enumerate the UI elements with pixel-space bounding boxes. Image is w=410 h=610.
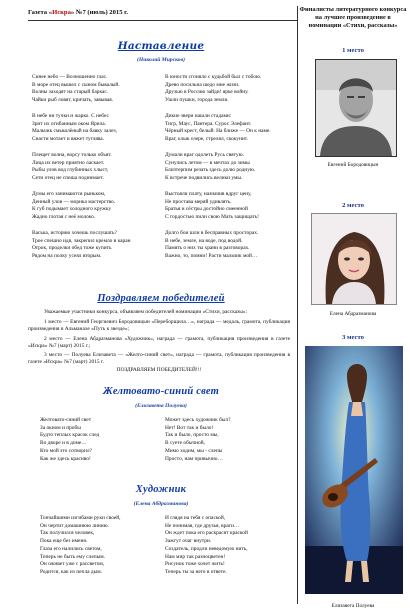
poem3-author: (Елена Абдразманова): [133, 501, 189, 507]
poem-line: Не простава меряй удивлять.: [165, 198, 232, 205]
poem-line: Может здесь художник был?: [165, 417, 231, 423]
poem-line: Во дворе и в доме…: [40, 440, 87, 447]
poem2-author: (Елизавета Полуева): [135, 403, 187, 409]
poem-line: Рисунок тоже хочет жить!: [165, 561, 225, 568]
poem-line: Лица их ветер приятно ласкает.: [32, 159, 105, 166]
poem-line: Думали враг одолеть Русь святую.: [165, 152, 244, 158]
place-2-caption: Елена Абдразманова: [329, 311, 377, 317]
header-brand: Искра: [52, 9, 71, 16]
photo-place-3: [305, 346, 403, 594]
stanza: [32, 230, 131, 261]
stanza: [165, 152, 255, 183]
poem-line: Рыбы улов вод глубинных хлыст,: [32, 167, 109, 174]
poem-line: Сунулись летом — в мечтах до зимы: [165, 159, 250, 166]
place-2-label: 2 место: [342, 202, 364, 209]
stanza: [165, 191, 259, 222]
congrats-text: [28, 309, 290, 375]
header-prefix: Газета «: [28, 9, 53, 16]
newspaper-header: [28, 9, 128, 16]
congrats-item-1: 1 место — Евгений Георгиевич Бородовицын «Переборщила…», награда — медаль, грамота, публикация произведения в Альманахе «Путь к звезде»;: [28, 319, 290, 333]
poem-line: Плещет волна, ворсу только объят.: [32, 152, 112, 158]
stanza: [32, 74, 120, 105]
header-suffix: » №7 (июль) 2015 г.: [70, 9, 129, 16]
congrats-title: Поздравляем победителей: [97, 293, 225, 304]
stanza: [165, 74, 261, 105]
stanza: [40, 515, 120, 577]
poem-line: Огрок, проделки обед тоже купить: [32, 245, 112, 252]
poem-line: Трое спешно идя, закрепил кремло в каран: [32, 237, 131, 244]
place-1-label: 1 место: [342, 47, 364, 54]
poem-line: С гордостью пили свою Мать защищать!: [165, 214, 259, 221]
poem-line: Синее небо — Возношенно глас.: [32, 74, 108, 80]
photo-place-1: [315, 59, 397, 157]
poem1-author: (Николай Мирсков): [137, 57, 185, 63]
stanza: [165, 230, 258, 261]
portrait-woman-photo: [312, 214, 396, 304]
stanza: [40, 417, 99, 463]
poem-line: К губ подымает холодного кружку: [32, 206, 112, 213]
poem-line: В небе ни тучки и жарко. С небес: [32, 113, 109, 119]
poem-line: Теперь ты за него в ответе.: [165, 568, 227, 575]
stanza: [32, 113, 117, 144]
poem2-title: Желтовато-синий свет: [103, 386, 219, 397]
poem-line: В небе, земле, на воде, под водой.: [165, 237, 243, 244]
poem-line: Глаза его налились светом,: [40, 545, 102, 552]
place-3-label: 3 место: [342, 334, 364, 341]
finalists-title: Финалисты литературного конкурса на лучшее произведение в номинации «Стихи, рассказы»: [299, 6, 407, 29]
poem-line: Важно, то, помни! Расти мальчик мой…: [165, 253, 258, 260]
poem-line: Как же здесь красиво!: [40, 455, 91, 462]
poem-line: Долго бои шли в бесправных просторах.: [165, 230, 259, 236]
header-rule: [28, 20, 297, 21]
poem-line: Создатель, продли неведомую нить,: [165, 545, 248, 552]
stanza: [165, 113, 271, 144]
poem-line: Желтовато-синий свет: [40, 417, 92, 423]
poem-line: Жадно глотая с неё молоко.: [32, 214, 96, 221]
poem-line: Васька, историю хочешь послушать?: [32, 230, 117, 236]
poem1-title: Наставление: [117, 40, 205, 52]
poem-line: Он оживет уже с рассветом,: [40, 561, 105, 568]
poem-line: Рядом на полку усеял вторым.: [32, 253, 102, 260]
poem-line: Мальчик смышлёный на бавку залез,: [32, 128, 118, 135]
poem-line: Родится, как из пепла дым.: [40, 568, 102, 575]
poem-line: Мимо ходим, мы - слепы: [165, 447, 223, 454]
poem-line: Братья и сёстры достойно смеенной: [165, 206, 248, 213]
place-3-caption: Елизавета Полуева: [331, 603, 375, 609]
poem-line: Будто теплых красок след: [40, 432, 100, 439]
poem-line: В море отец вышел с сыном бывалый.: [32, 81, 120, 88]
poem-line: Сети отец не спеша поднимает.: [32, 175, 104, 182]
guitarist-photo: [305, 346, 403, 594]
poem-line: Теперь не быть ему слепым.: [40, 553, 105, 560]
poem-line: Древо посильна шедо мне жизн.: [165, 81, 240, 88]
poem-line: В суете обычной,: [165, 440, 205, 447]
column-divider: [297, 6, 298, 604]
place-1-caption: Евгений Бородовицын: [327, 162, 379, 168]
poem-line: Зрит их огибанным оком Ярила.: [32, 120, 106, 127]
poem-line: Так и было, просто мы,: [165, 432, 219, 439]
poem-line: Он ждет пока его раскрасят краской: [165, 530, 248, 537]
poem-line: Чайки рыб ловят, кричать, завывая.: [32, 97, 114, 104]
poem-line: Он чертит домашнюю линию.: [40, 522, 110, 529]
congrats-item-3: 3 место — Полуева Елизавета — «Желто-синий свет», награда — грамота, публикация произведения в газете «Искра» №7 (март) 2015 г.: [28, 352, 290, 366]
poem-line: Нет! Вот так и было!: [165, 424, 214, 431]
stanza: [165, 417, 231, 463]
poem-line: Просто, нам привычно…: [165, 455, 223, 462]
poem-line: Дикие звери нашли стадами:: [165, 113, 232, 119]
portrait-man-photo: [316, 60, 396, 156]
stanza: [165, 515, 248, 577]
poem-line: Память о них ты храни в разговорах.: [165, 245, 250, 252]
poem-line: Зажгут очаг внутри.: [165, 538, 212, 545]
poem-line: Пока еще без имени.: [40, 538, 88, 545]
poem-line: Чёрный крест, белый. На ближе — Он к наме.: [165, 128, 271, 135]
poem-line: И глядя на тебя с опаской,: [165, 515, 226, 521]
poem-line: Ушли пушки, города земли.: [165, 97, 229, 104]
poem3-title: Художник: [135, 484, 187, 495]
poem-line: Денный улов — морика мастерство.: [32, 198, 116, 205]
stanza: [32, 191, 115, 222]
poem-line: К встрече подвились велики умы.: [165, 175, 243, 182]
poem-line: Друзью в Россию зайди! ярке войну.: [165, 89, 249, 96]
poem-line: Тончайшими изгибами руки своей,: [40, 515, 121, 521]
poem-line: В юности сгоняло с кудьбой был с тобою.: [165, 74, 262, 80]
poem-line: Снасти мотает и вяжет туглява.: [32, 136, 105, 143]
congrats-item-2: 2 место — Елена Абдразманова «Художник», награда — грамота, публикация произведения в газете «Искра» №7 (март) 2015 г.;: [28, 335, 290, 349]
congrats-closing: ПОЗДРАВЛЯЕМ ПОБЕДИТЕЛЕЙ!!!: [116, 367, 202, 374]
stanza: [32, 152, 112, 183]
poem-line: Выстояли плату, назначив вдруг цену,: [165, 191, 252, 197]
poem-line: Тигр, Маус, Пантера. Сурос Элефант.: [165, 120, 252, 127]
poem-line: Так получился человек,: [40, 530, 95, 537]
poem-line: За окном и пробы: [40, 424, 81, 431]
congrats-intro: Уважаемые участники конкурса, объявляем победителей номинации «Стихи, рассказы»:: [44, 309, 248, 315]
poem-line: Кто мой это сотворил?: [40, 447, 92, 454]
photo-place-2: [311, 213, 397, 305]
poem-line: Нам мир так разноцветен!: [165, 553, 226, 560]
poem-line: Не понимая, где друзья, враги…: [165, 522, 240, 529]
poem-line: Враг, клык озере, стрелял, скокунит.: [165, 136, 249, 143]
poem-line: Волны заходят на старый баркас.: [32, 89, 109, 96]
poem-line: Думы его занимаются рыньком,: [32, 191, 106, 197]
poem-line: Близтерпим резать здесь долю родную.: [165, 167, 256, 174]
